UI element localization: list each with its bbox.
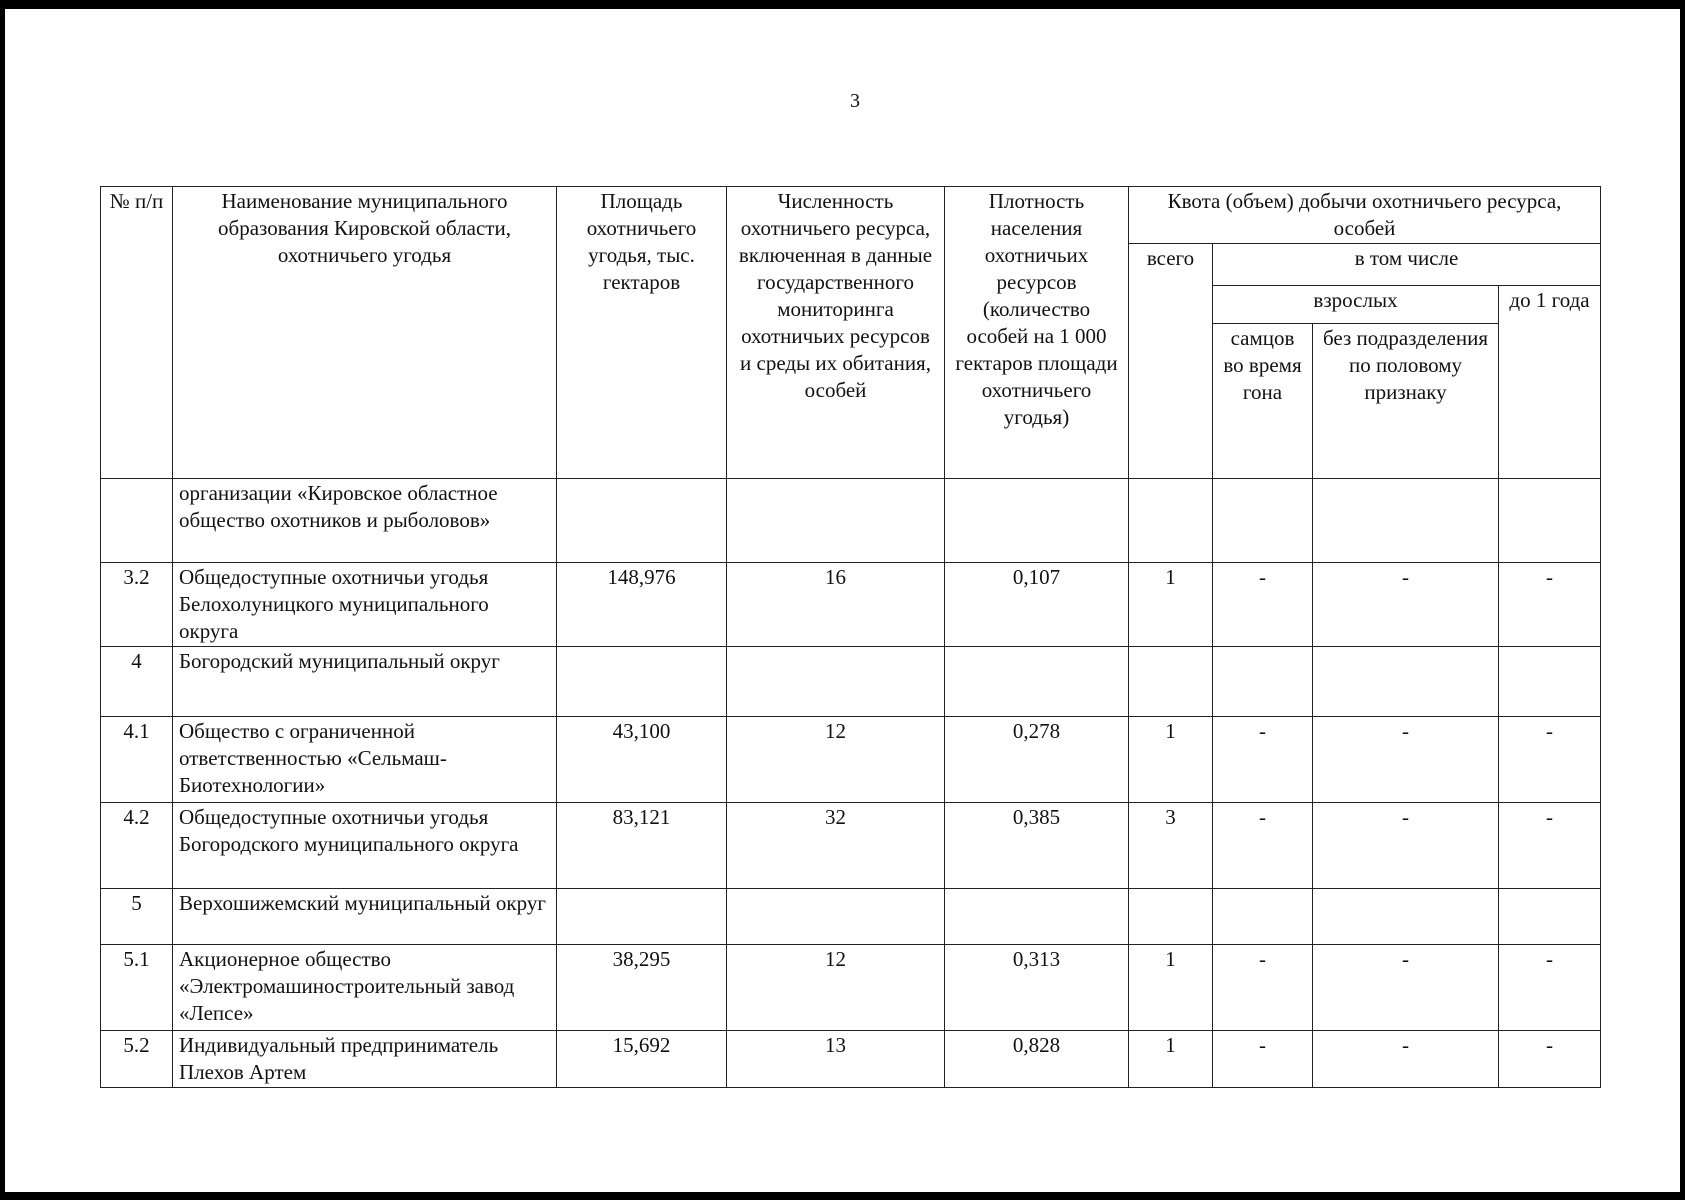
row-population (727, 647, 945, 717)
table-row (101, 803, 1601, 889)
row-area: 43,100 (557, 717, 727, 803)
row-no-sex: - (1313, 803, 1499, 889)
row-name: Общедоступные охотничьи угодья Богородского муниципального округа (173, 803, 557, 889)
header-population: Численность охотничьего ресурса, включенная в данные государственного мониторинга охотничьих ресурсов и среды их обитания, особей (727, 187, 945, 479)
row-num: 5.1 (101, 945, 173, 1031)
row-no-sex (1313, 479, 1499, 563)
row-density: 0,278 (945, 717, 1129, 803)
row-males: - (1213, 563, 1313, 647)
row-name: Общество с ограниченной ответственностью «Сельмаш-Биотехнологии» (173, 717, 557, 803)
row-population (727, 479, 945, 563)
row-density (945, 647, 1129, 717)
row-name: Верхошижемский муниципальный округ (173, 889, 557, 945)
table-row (101, 945, 1601, 1031)
row-no-sex: - (1313, 717, 1499, 803)
row-population: 16 (727, 563, 945, 647)
row-under-year: - (1499, 945, 1601, 1031)
table-row (101, 717, 1601, 803)
header-under-year: до 1 года (1499, 286, 1601, 479)
row-males: - (1213, 945, 1313, 1031)
row-no-sex: - (1313, 1031, 1499, 1088)
row-num (101, 479, 173, 563)
row-name: Богородский муниципальный округ (173, 647, 557, 717)
header-name: Наименование муниципального образования Кировской области, охотничьего угодья (173, 187, 557, 479)
row-males (1213, 479, 1313, 563)
row-population (727, 889, 945, 945)
row-density: 0,828 (945, 1031, 1129, 1088)
table-row (101, 563, 1601, 647)
row-population: 32 (727, 803, 945, 889)
row-name: организации «Кировское областное общество охотников и рыболовов» (173, 479, 557, 563)
row-name: Акционерное общество «Электромашиностроительный завод «Лепсе» (173, 945, 557, 1031)
row-density (945, 479, 1129, 563)
row-no-sex (1313, 889, 1499, 945)
row-density (945, 889, 1129, 945)
row-under-year (1499, 647, 1601, 717)
row-total (1129, 889, 1213, 945)
row-name: Общедоступные охотничьи угодья Белохолуницкого муниципального округа (173, 563, 557, 647)
row-num: 5.2 (101, 1031, 173, 1088)
row-area: 38,295 (557, 945, 727, 1031)
row-name: Индивидуальный предприниматель Плехов Артем (173, 1031, 557, 1088)
page-number: 3 (850, 90, 860, 112)
row-population: 12 (727, 945, 945, 1031)
row-no-sex: - (1313, 563, 1499, 647)
table-row (101, 647, 1601, 717)
header-area: Площадь охотничьего угодья, тыс. гектаров (557, 187, 727, 479)
row-under-year: - (1499, 717, 1601, 803)
row-num: 5 (101, 889, 173, 945)
header-quota: Квота (объем) добычи охотничьего ресурса, особей (1129, 187, 1601, 244)
row-under-year: - (1499, 1031, 1601, 1088)
row-no-sex: - (1313, 945, 1499, 1031)
row-population: 12 (727, 717, 945, 803)
row-under-year: - (1499, 803, 1601, 889)
header-males: самцов во время гона (1213, 324, 1313, 479)
row-males (1213, 647, 1313, 717)
header-total: всего (1129, 244, 1213, 479)
row-males (1213, 889, 1313, 945)
quota-table (100, 186, 1601, 1088)
row-males: - (1213, 803, 1313, 889)
row-under-year (1499, 479, 1601, 563)
header-no-sex: без подразделения по половому признаку (1313, 324, 1499, 479)
header-num: № п/п (101, 187, 173, 479)
header-including: в том числе (1213, 244, 1601, 286)
row-density: 0,313 (945, 945, 1129, 1031)
row-population: 13 (727, 1031, 945, 1088)
row-area: 15,692 (557, 1031, 727, 1088)
row-num: 3.2 (101, 563, 173, 647)
row-area: 148,976 (557, 563, 727, 647)
header-adults: взрослых (1213, 286, 1499, 324)
row-area (557, 647, 727, 717)
row-total: 1 (1129, 563, 1213, 647)
row-num: 4 (101, 647, 173, 717)
table-row (101, 889, 1601, 945)
header-density: Плотность населения охотничьих ресурсов (количество особей на 1 000 гектаров площади охотничьего угодья) (945, 187, 1129, 479)
row-total: 1 (1129, 1031, 1213, 1088)
table-row (101, 479, 1601, 563)
row-males: - (1213, 717, 1313, 803)
row-total: 1 (1129, 717, 1213, 803)
table-row (101, 1031, 1601, 1088)
row-no-sex (1313, 647, 1499, 717)
row-under-year (1499, 889, 1601, 945)
row-total (1129, 479, 1213, 563)
row-num: 4.1 (101, 717, 173, 803)
row-males: - (1213, 1031, 1313, 1088)
table-body (101, 479, 1601, 1088)
row-total (1129, 647, 1213, 717)
row-area (557, 889, 727, 945)
table-header (101, 187, 1601, 479)
row-total: 1 (1129, 945, 1213, 1031)
row-area (557, 479, 727, 563)
row-under-year: - (1499, 563, 1601, 647)
row-density: 0,107 (945, 563, 1129, 647)
row-density: 0,385 (945, 803, 1129, 889)
row-total: 3 (1129, 803, 1213, 889)
row-area: 83,121 (557, 803, 727, 889)
row-num: 4.2 (101, 803, 173, 889)
